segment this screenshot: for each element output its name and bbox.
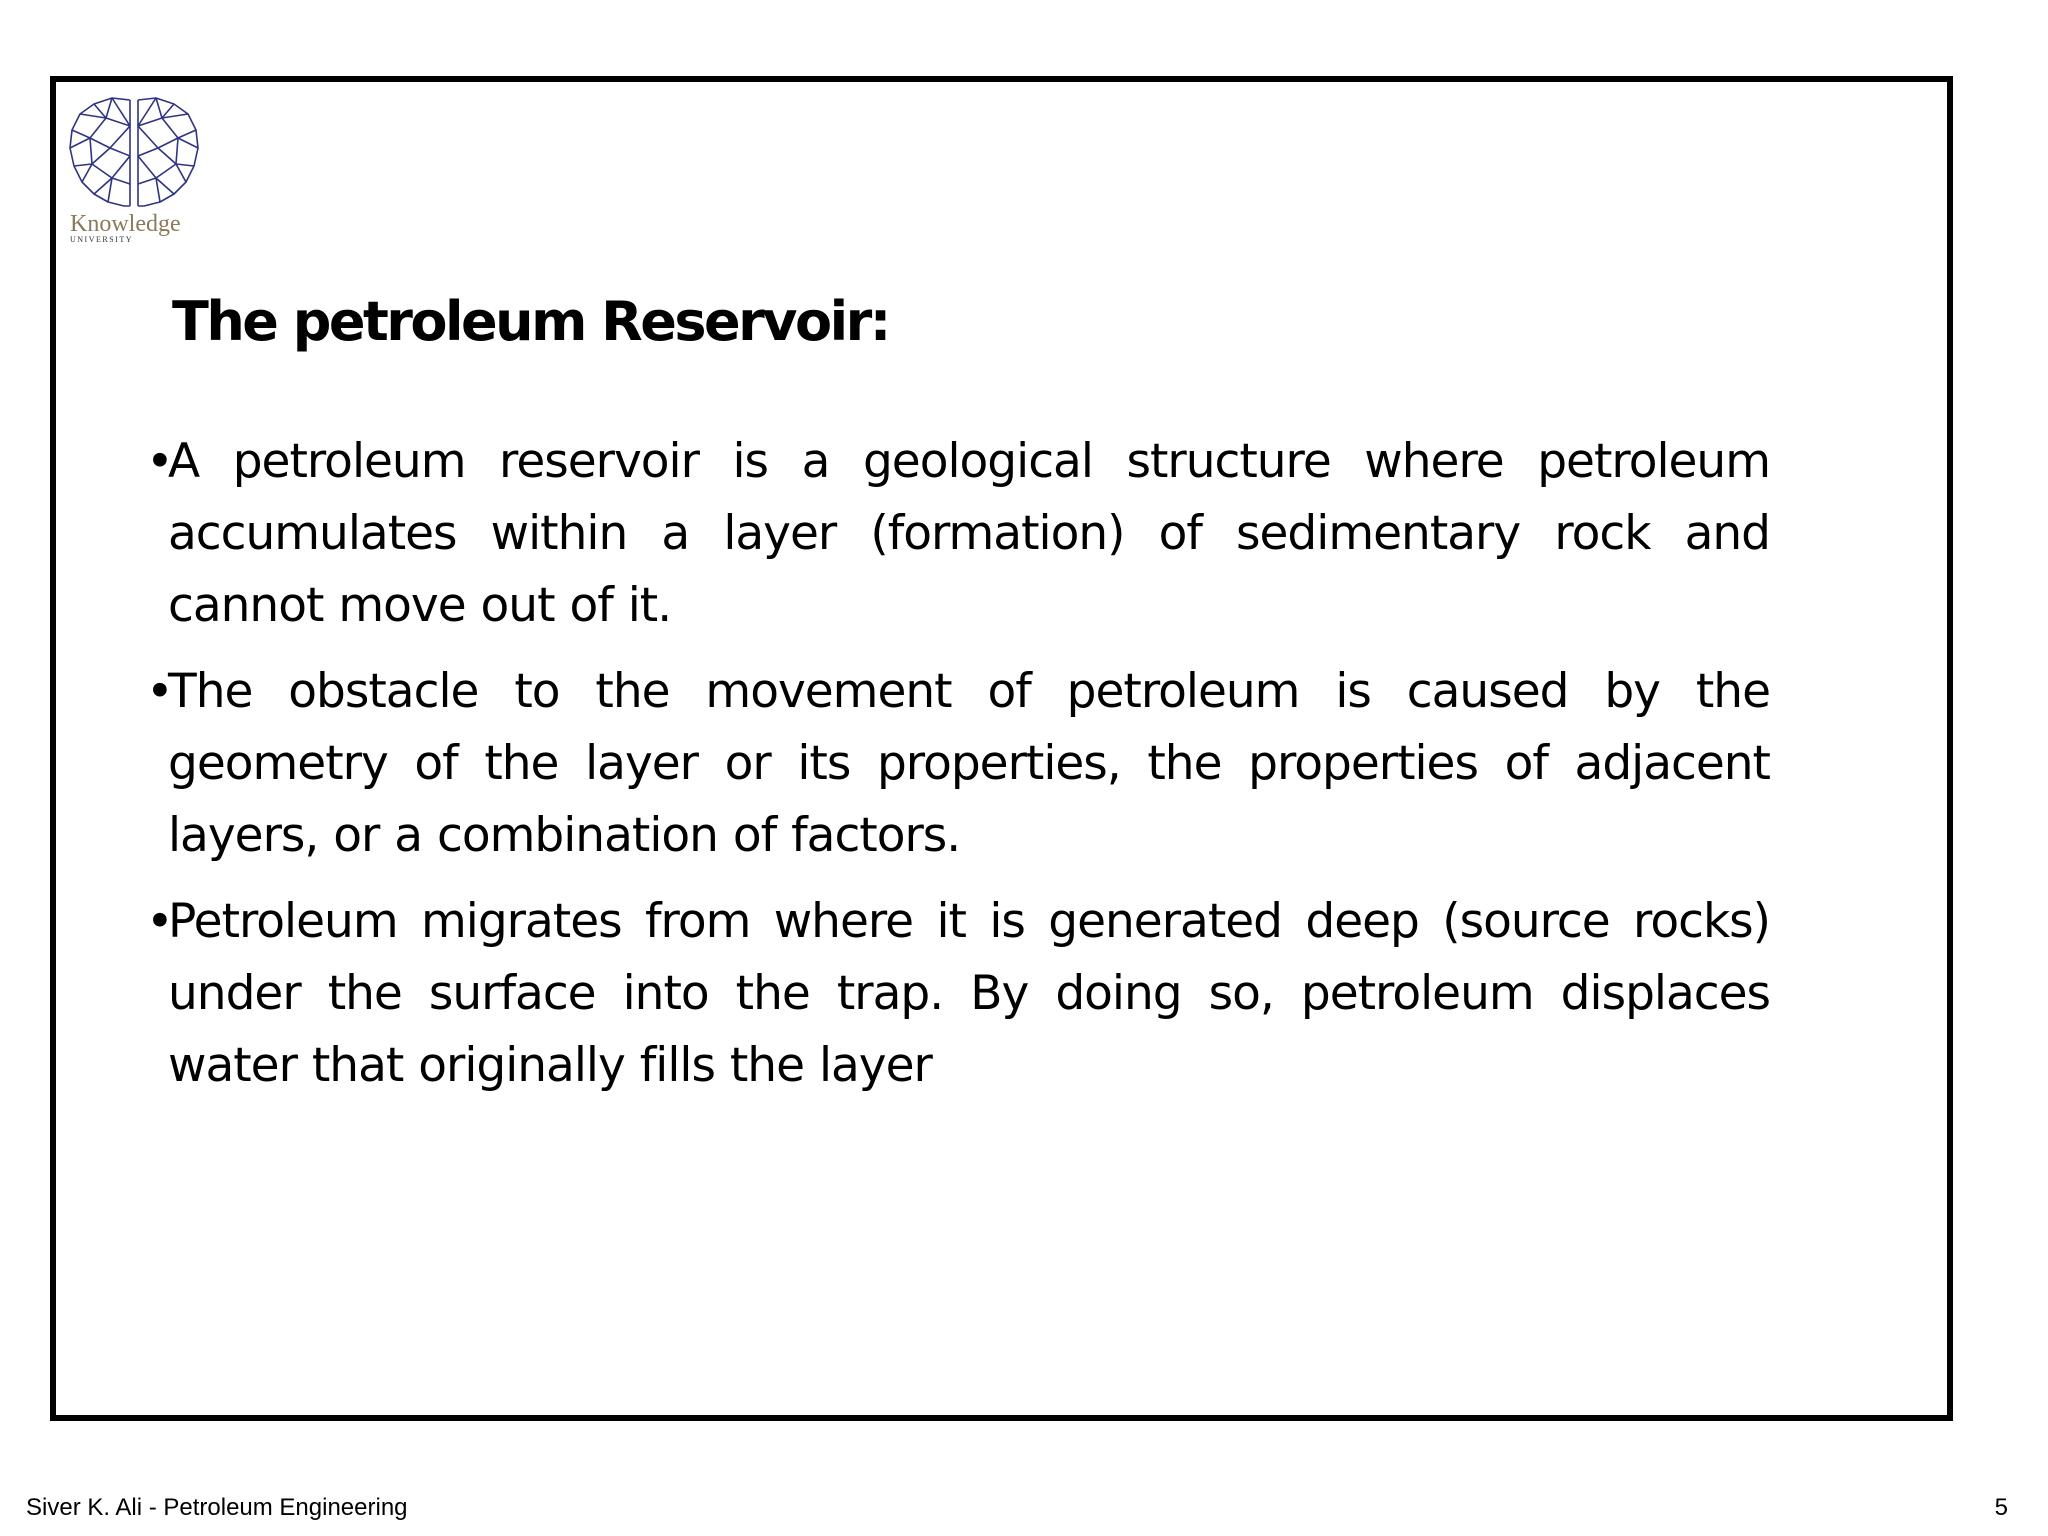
bullet-text: The obstacle to the movement of petroleum is caused by the geometry of the layer or its properties, the properties of adjacent layers, or a combination of factors. <box>168 664 1770 863</box>
bullet-text: Petroleum migrates from where it is generated deep (source rocks) under the surface into the trap. By doing so, petroleum displaces water that originally fills the layer <box>168 894 1770 1093</box>
bullet-item <box>146 886 1770 1102</box>
bullet-symbol: • <box>146 664 173 719</box>
footer-author: Siver K. Ali - Petroleum Engineering <box>26 1494 408 1521</box>
bullet-item <box>146 656 1770 872</box>
bullet-list <box>146 426 1770 1116</box>
logo-name: Knowledge <box>70 211 181 237</box>
bullet-text: A petroleum reservoir is a geological structure where petroleum accumulates within a layer (formation) of sedimentary rock and cannot move out of it. <box>168 434 1770 633</box>
brain-network-icon <box>66 96 202 214</box>
logo-subtitle: UNIVERSITY <box>70 235 133 244</box>
bullet-item <box>146 426 1770 642</box>
bullet-symbol: • <box>146 434 173 489</box>
university-logo <box>66 96 202 246</box>
bullet-symbol: • <box>146 894 173 949</box>
slide-title: The petroleum Reservoir: <box>172 290 889 353</box>
page-number: 5 <box>1994 1494 2008 1521</box>
